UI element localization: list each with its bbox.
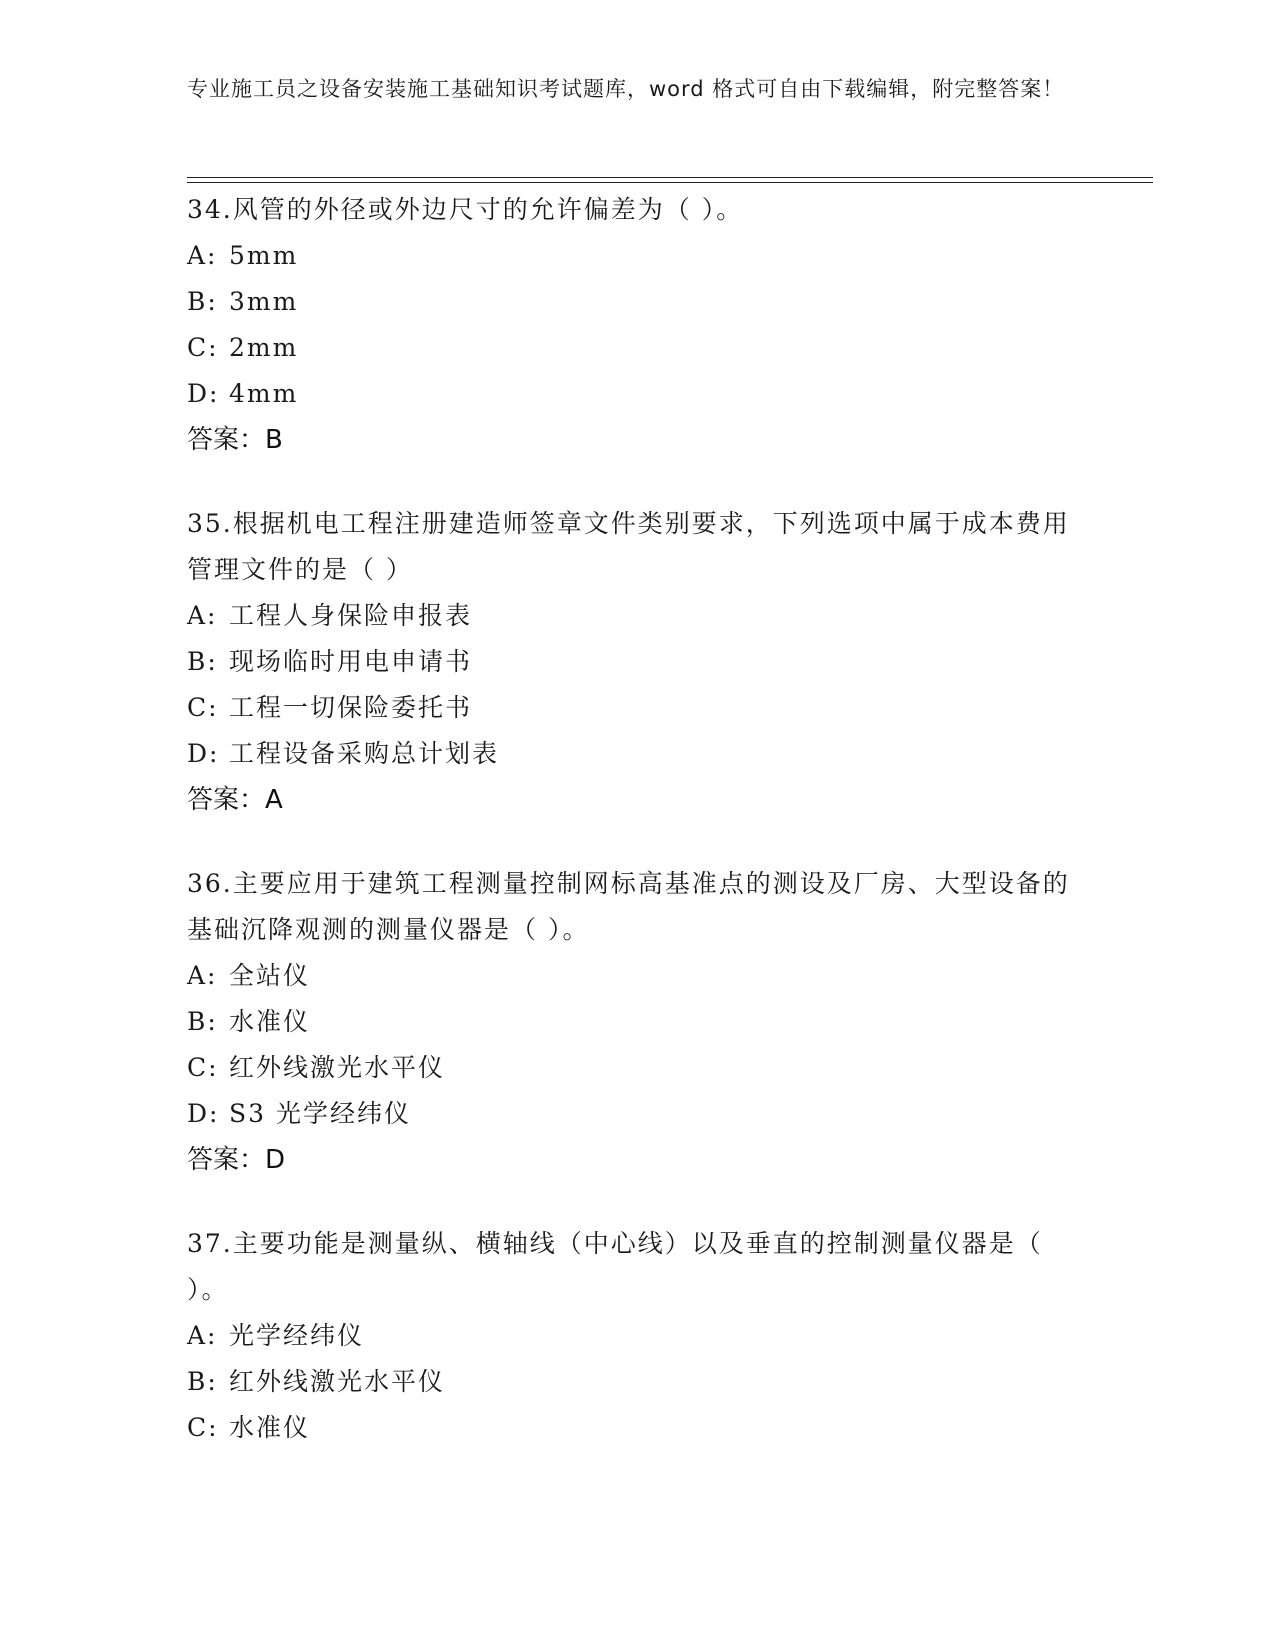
option-text: 水准仪 (229, 1413, 311, 1442)
option-letter: B: (187, 1007, 218, 1036)
option-text: 全站仪 (229, 961, 311, 990)
question-35 (187, 501, 1077, 823)
option-letter: B: (187, 287, 218, 316)
option-text: 工程一切保险委托书 (229, 693, 473, 722)
option-a (187, 233, 1077, 279)
option-letter: A: (187, 961, 218, 990)
header-divider-bottom (187, 182, 1153, 183)
option-text: 工程设备采购总计划表 (229, 739, 500, 768)
document-header: 专业施工员之设备安装施工基础知识考试题库，word 格式可自由下载编辑，附完整答案！ (187, 77, 1065, 101)
option-a (187, 953, 1077, 999)
option-text: 现场临时用电申请书 (229, 647, 473, 676)
answer-line: 答案：A (187, 785, 283, 815)
answer-line: 答案：B (187, 425, 283, 455)
option-letter: B: (187, 647, 218, 676)
option-text: 3mm (229, 287, 299, 316)
question-stem: 34.风管的外径或外边尺寸的允许偏差为（ ）。 (187, 195, 744, 224)
option-text: 红外线激光水平仪 (229, 1053, 446, 1082)
option-letter: C: (187, 1413, 219, 1442)
option-c (187, 685, 1077, 731)
option-letter: D: (187, 1099, 220, 1128)
option-letter: B: (187, 1367, 218, 1396)
question-37 (187, 1221, 1077, 1451)
option-a (187, 1313, 1077, 1359)
option-letter: A: (187, 601, 218, 630)
option-letter: A: (187, 241, 218, 270)
option-c (187, 1405, 1077, 1451)
header-divider-top (187, 177, 1153, 178)
option-letter: C: (187, 693, 219, 722)
option-text: 光学经纬仪 (229, 1321, 365, 1350)
option-text: S3 光学经纬仪 (229, 1099, 411, 1128)
option-letter: D: (187, 739, 220, 768)
option-letter: C: (187, 1053, 219, 1082)
option-text: 2mm (229, 333, 299, 362)
option-letter: A: (187, 1321, 218, 1350)
option-letter: D: (187, 379, 220, 408)
option-text: 水准仪 (229, 1007, 311, 1036)
question-stem: 35.根据机电工程注册建造师签章文件类别要求，下列选项中属于成本费用管理文件的是（ ） (187, 509, 1070, 584)
option-d (187, 371, 1077, 417)
question-stem: 37.主要功能是测量纵、横轴线（中心线）以及垂直的控制测量仪器是（ ）。 (187, 1229, 1043, 1304)
option-letter: C: (187, 333, 219, 362)
option-a (187, 593, 1077, 639)
option-b (187, 1359, 1077, 1405)
option-c (187, 1045, 1077, 1091)
answer-line: 答案：D (187, 1145, 286, 1175)
option-text: 红外线激光水平仪 (229, 1367, 446, 1396)
option-d (187, 1091, 1077, 1137)
option-c (187, 325, 1077, 371)
option-text: 工程人身保险申报表 (229, 601, 473, 630)
option-d (187, 731, 1077, 777)
question-list (187, 187, 1077, 1489)
question-stem: 36.主要应用于建筑工程测量控制网标高基准点的测设及厂房、大型设备的基础沉降观测的测量仪器是（ ）。 (187, 869, 1070, 944)
option-b (187, 279, 1077, 325)
question-34 (187, 187, 1077, 463)
option-b (187, 639, 1077, 685)
question-36 (187, 861, 1077, 1183)
option-text: 4mm (229, 379, 299, 408)
option-text: 5mm (229, 241, 299, 270)
option-b (187, 999, 1077, 1045)
